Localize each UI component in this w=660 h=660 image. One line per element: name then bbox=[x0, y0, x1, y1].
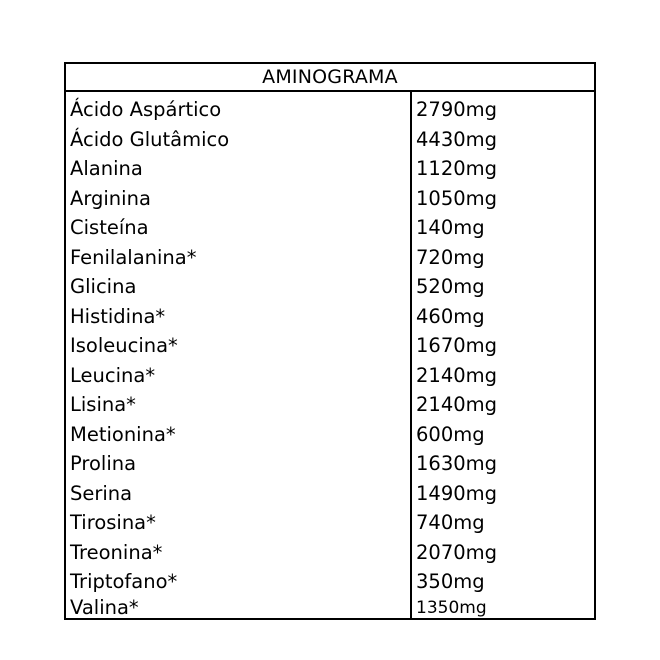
amino-acid-name: Tirosina* bbox=[70, 511, 156, 534]
amino-acid-name: Lisina* bbox=[70, 393, 136, 416]
table-row bbox=[66, 272, 594, 302]
table-row bbox=[66, 125, 594, 155]
amino-acid-name: Cisteína bbox=[70, 216, 149, 239]
amino-acid-name: Histidina* bbox=[70, 304, 166, 328]
amino-acid-name: Fenilalanina* bbox=[70, 245, 197, 269]
amino-acid-name: Ácido Aspártico bbox=[70, 98, 222, 121]
amino-acid-amount: 2140mg bbox=[416, 393, 497, 416]
amino-acid-amount: 350mg bbox=[416, 570, 485, 593]
table-row bbox=[66, 95, 594, 125]
amino-acid-amount: 600mg bbox=[416, 422, 485, 446]
table-row bbox=[66, 420, 594, 450]
amino-acid-amount: 2070mg bbox=[416, 540, 497, 564]
table-body bbox=[66, 95, 594, 619]
table-row bbox=[66, 390, 594, 420]
amino-acid-amount: 140mg bbox=[416, 216, 485, 239]
amino-acid-amount: 2790mg bbox=[416, 98, 497, 121]
table-row bbox=[66, 508, 594, 538]
table-row bbox=[66, 213, 594, 243]
amino-acid-name: Triptofano* bbox=[70, 570, 178, 593]
amino-acid-name: Treonina* bbox=[70, 540, 163, 564]
amino-acid-amount: 4430mg bbox=[416, 127, 497, 151]
amino-acid-amount: 1120mg bbox=[416, 157, 497, 180]
amino-acid-name: Glicina bbox=[70, 275, 137, 298]
amino-acid-name: Valina* bbox=[70, 595, 139, 619]
table-row bbox=[66, 302, 594, 332]
amino-acid-amount: 1490mg bbox=[416, 481, 497, 505]
table-row bbox=[66, 567, 594, 597]
amino-acid-name: Metionina* bbox=[70, 422, 176, 446]
table-row bbox=[66, 243, 594, 273]
amino-acid-amount: 740mg bbox=[416, 511, 485, 534]
amino-acid-amount: 1350mg bbox=[416, 597, 487, 618]
amino-acid-name: Arginina bbox=[70, 186, 151, 210]
table-row bbox=[66, 154, 594, 184]
table-row bbox=[66, 538, 594, 568]
table-row bbox=[66, 479, 594, 509]
amino-acid-amount: 1630mg bbox=[416, 452, 497, 475]
amino-acid-amount: 1670mg bbox=[416, 334, 497, 357]
amino-acid-amount: 720mg bbox=[416, 245, 485, 269]
table-row bbox=[66, 449, 594, 479]
amino-acid-amount: 460mg bbox=[416, 304, 485, 328]
amino-acid-amount: 1050mg bbox=[416, 186, 497, 210]
amino-acid-name: Alanina bbox=[70, 157, 143, 180]
table-row bbox=[66, 331, 594, 361]
amino-acid-amount: 520mg bbox=[416, 275, 485, 298]
amino-acid-name: Ácido Glutâmico bbox=[70, 127, 230, 151]
amino-acid-name: Serina bbox=[70, 481, 133, 505]
amino-acid-name: Isoleucina* bbox=[70, 334, 178, 357]
amino-acid-name: Leucina* bbox=[70, 363, 156, 387]
table-row bbox=[66, 597, 594, 619]
table-row bbox=[66, 184, 594, 214]
amino-acid-name: Prolina bbox=[70, 452, 137, 475]
amino-acid-amount: 2140mg bbox=[416, 363, 497, 387]
aminogram-table bbox=[64, 62, 596, 620]
table-title: AMINOGRAMA bbox=[66, 64, 594, 92]
table-row bbox=[66, 361, 594, 391]
